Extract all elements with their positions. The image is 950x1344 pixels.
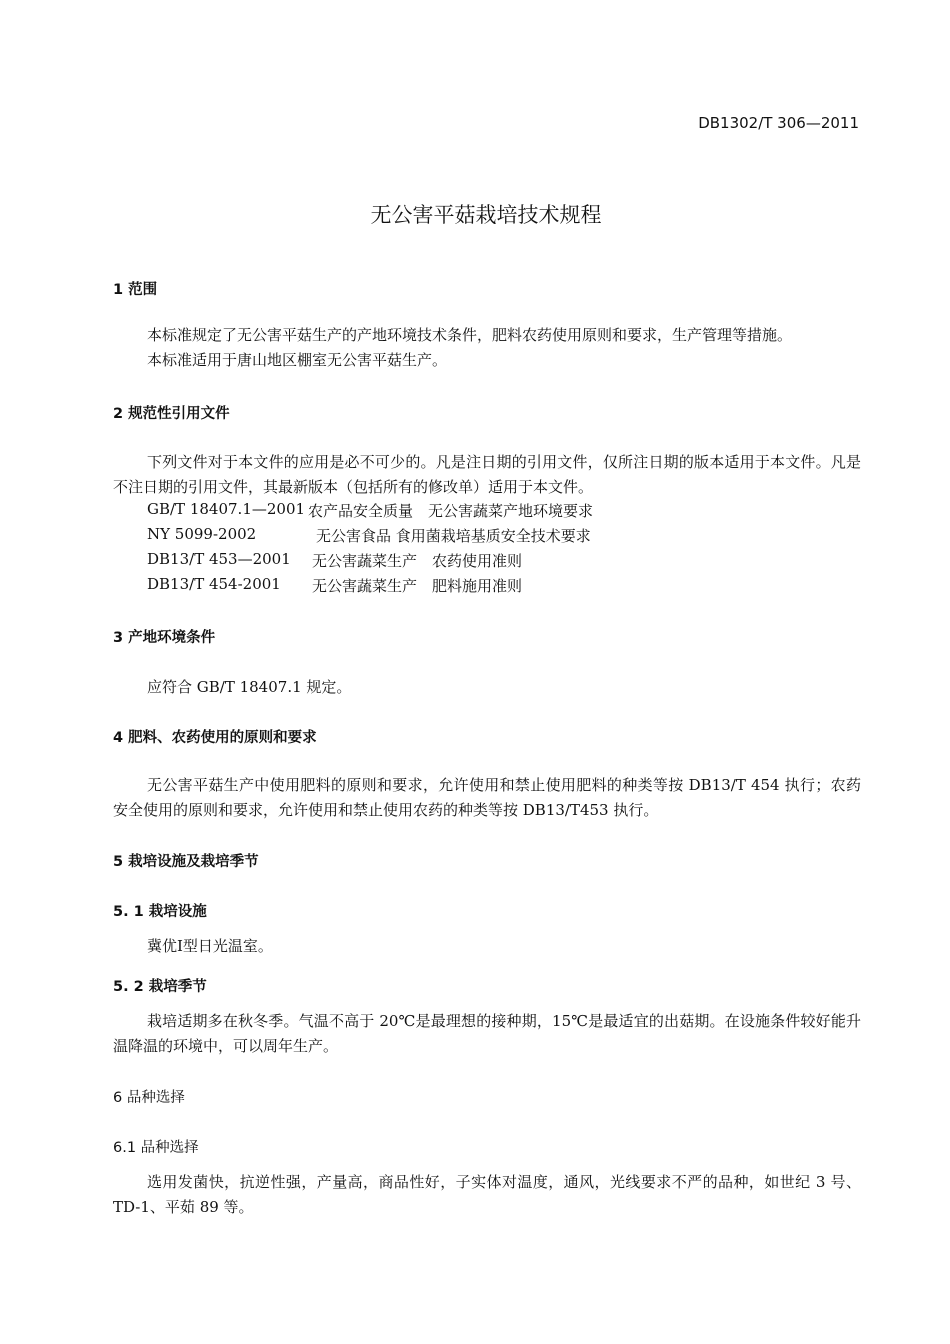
section-5-2-paragraph: 栽培适期多在秋冬季。气温不高于 20℃是最理想的接种期，15℃是最适宜的出菇期。在设施条件较好能升温降温的环境中，可以周年生产。: [113, 1012, 861, 1055]
section-6-1-paragraph: 选用发菌快，抗逆性强，产量高，商品性好，子实体对温度，通风，光线要求不严的品种，如世纪 3 号、TD-1、平茹 89 等。: [113, 1173, 861, 1216]
section-6-1-heading: 6.1 品种选择: [113, 1140, 199, 1156]
section-1-heading: 1 范围: [113, 282, 158, 298]
reference-code: NY 5099-2002: [147, 525, 257, 543]
reference-title: 无公害蔬菜生产 农药使用准则: [312, 552, 523, 570]
section-6-heading: 6 品种选择: [113, 1090, 185, 1106]
section-1-paragraph-2: 本标准适用于唐山地区棚室无公害平菇生产。: [147, 351, 448, 369]
reference-code: DB13/T 454-2001: [147, 575, 281, 593]
section-3-paragraph: 应符合 GB/T 18407.1 规定。: [147, 678, 352, 696]
section-4-paragraph: 无公害平菇生产中使用肥料的原则和要求，允许使用和禁止使用肥料的种类等按 DB13/T 454 执行；农药安全使用的原则和要求，允许使用和禁止使用农药的种类等按 DB13/T453 执行。: [113, 776, 861, 819]
section-5-1-paragraph: 冀优Ⅰ型日光温室。: [147, 937, 273, 955]
section-5-1-heading: 5. 1 栽培设施: [113, 904, 207, 920]
reference-code: GB/T 18407.1—2001: [147, 500, 306, 518]
section-2-intro: 下列文件对于本文件的应用是必不可少的。凡是注日期的引用文件，仅所注日期的版本适用于本文件。凡是不注日期的引用文件，其最新版本（包括所有的修改单）适用于本文件。: [113, 453, 861, 496]
section-2-heading: 2 规范性引用文件: [113, 406, 230, 422]
section-5-2-heading: 5. 2 栽培季节: [113, 979, 207, 995]
section-4-heading: 4 肥料、农药使用的原则和要求: [113, 730, 317, 746]
reference-code: DB13/T 453—2001: [147, 550, 291, 568]
section-5-heading: 5 栽培设施及栽培季节: [113, 854, 259, 870]
reference-title: 农产品安全质量 无公害蔬菜产地环境要求: [308, 502, 594, 520]
section-1-paragraph-1: 本标准规定了无公害平菇生产的产地环境技术条件，肥料农药使用原则和要求，生产管理等措施。: [147, 326, 793, 344]
reference-title: 无公害食品 食用菌栽培基质安全技术要求: [316, 527, 591, 545]
section-3-heading: 3 产地环境条件: [113, 630, 216, 646]
document-code: DB1302/T 306—2011: [698, 114, 859, 132]
reference-title: 无公害蔬菜生产 肥料施用准则: [312, 577, 523, 595]
document-title: 无公害平菇栽培技术规程: [370, 203, 602, 227]
